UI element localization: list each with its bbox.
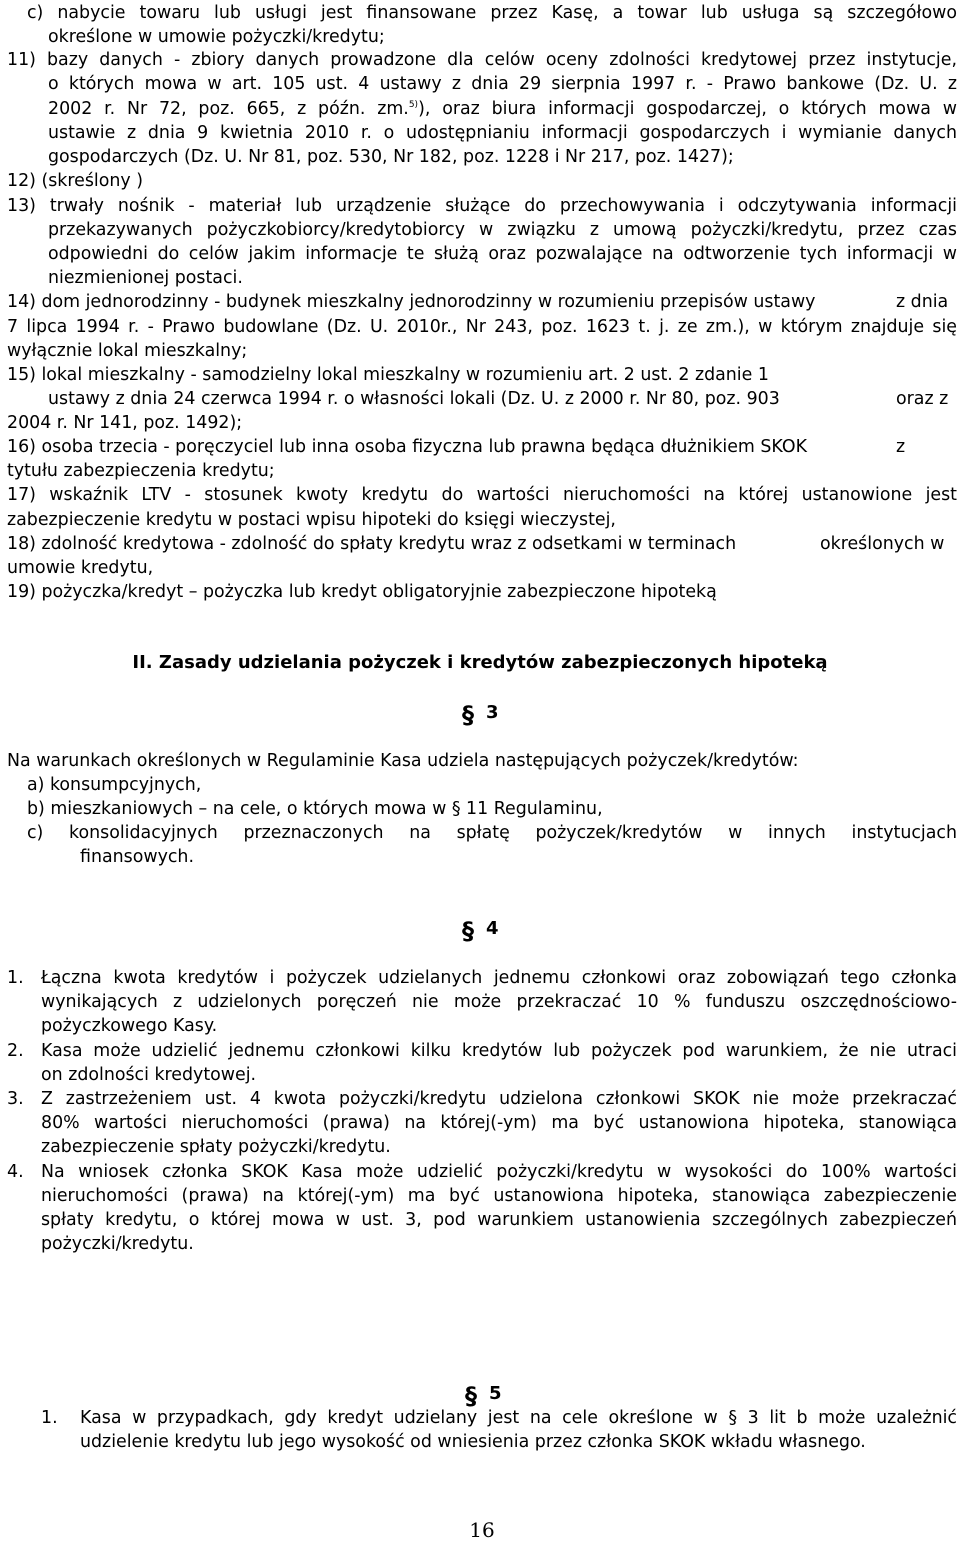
section-4-p3-number: 3. bbox=[7, 1089, 24, 1109]
def-15-line-1: 15) lokal mieszkalny - samodzielny lokal mieszkalny w rozumieniu art. 2 ust. 2 zdanie 1 bbox=[7, 365, 769, 385]
def-14-line-1a: 14) dom jednorodzinny - budynek mieszkalny jednorodzinny w rozumieniu przepisów ustawy bbox=[7, 292, 816, 312]
def-12: 12) (skreślony ) bbox=[7, 171, 143, 191]
chapter-title: II. Zasady udzielania pożyczek i kredytów zabezpieczonych hipoteką bbox=[132, 652, 828, 673]
section-5-p1-line-1: Kasa w przypadkach, gdy kredyt udzielany jest na cele określone w § 3 lit b może uzależnić bbox=[80, 1408, 957, 1428]
def-11-line-2: o których mowa w art. 105 ust. 4 ustawy z dnia 29 sierpnia 1997 r. - Prawo bankowe (Dz. U. z bbox=[48, 74, 957, 94]
section-symbol: § bbox=[462, 701, 474, 729]
section-4-p4-line-1: Na wniosek członka SKOK Kasa może udzielić pożyczki/kredytu w wysokości do 100% wartości bbox=[41, 1162, 957, 1182]
def-14-line-2: 7 lipca 1994 r. - Prawo budowlane (Dz. U. 2010r., Nr 243, poz. 1623 t. j. ze zm.), w którym znajduje się bbox=[7, 317, 957, 337]
def-18-line-1b: określonych w bbox=[820, 534, 945, 554]
section-4-p4-number: 4. bbox=[7, 1162, 24, 1182]
section-5-heading: § 5 bbox=[465, 1382, 502, 1410]
def-15-line-3: 2004 r. Nr 141, poz. 1492); bbox=[7, 413, 243, 433]
def-16-line-1b: z bbox=[896, 437, 906, 457]
section-4-p3-line-1: Z zastrzeżeniem ust. 4 kwota pożyczki/kredytu udzielona członkowi SKOK nie może przekraczać bbox=[41, 1089, 957, 1109]
def-13-line-2: przekazywanych pożyczkobiorcy/kredytobiorcy w związku z umową pożyczki/kredytu, przez czas bbox=[48, 220, 957, 240]
section-4-heading: § 4 bbox=[462, 917, 499, 945]
def-16-line-2: tytułu zabezpieczenia kredytu; bbox=[7, 461, 275, 481]
section-4-p3-line-3: zabezpieczenie spłaty pożyczki/kredytu. bbox=[41, 1137, 391, 1157]
section-3-heading: § 3 bbox=[462, 701, 499, 729]
section-5-p1-number: 1. bbox=[41, 1408, 58, 1428]
def-15-line-2a: ustawy z dnia 24 czerwca 1994 r. o własności lokali (Dz. U. z 2000 r. Nr 80, poz. 903 bbox=[48, 389, 780, 409]
section-4-p4-line-4: pożyczki/kredytu. bbox=[41, 1234, 194, 1254]
def-11-line-4: ustawie z dnia 9 kwietnia 2010 r. o udostępnianiu informacji gospodarczych i wymianie danych bbox=[48, 123, 957, 143]
def-c-line-1: c) nabycie towaru lub usługi jest finansowane przez Kasę, a towar lub usługa są szczegółowo bbox=[27, 3, 957, 23]
section-3-item-b: b) mieszkaniowych – na cele, o których mowa w § 11 Regulaminu, bbox=[27, 799, 603, 819]
def-13-line-1: 13) trwały nośnik - materiał lub urządzenie służące do przechowywania i odczytywania informacji bbox=[7, 196, 957, 216]
def-16-line-1a: 16) osoba trzecia - poręczyciel lub inna osoba fizyczna lub prawna będąca dłużnikiem SKOK bbox=[7, 437, 807, 457]
section-4-p2-line-2: on zdolności kredytowej. bbox=[41, 1065, 257, 1085]
section-3-item-c-line-2: finansowych. bbox=[80, 847, 194, 867]
section-4-p1-line-3: pożyczkowego Kasy. bbox=[41, 1016, 218, 1036]
def-15-line-2b: oraz z bbox=[896, 389, 949, 409]
section-3-item-c-line-1: c) konsolidacyjnych przeznaczonych na spłatę pożyczek/kredytów w innych instytucjach bbox=[27, 823, 957, 843]
def-13-line-3: odpowiedni do celów jakim informacje te służą oraz pozwalające na odtworzenie tych informacji w bbox=[48, 244, 957, 264]
section-4-p2-line-1: Kasa może udzielić jednemu członkowi kilku kredytów lub pożyczek pod warunkiem, że nie utraci bbox=[41, 1041, 957, 1061]
def-19: 19) pożyczka/kredyt – pożyczka lub kredyt obligatoryjnie zabezpieczone hipoteką bbox=[7, 582, 717, 602]
page-number: 16 bbox=[469, 1518, 495, 1542]
section-4-p1-number: 1. bbox=[7, 968, 24, 988]
section-4-p4-line-3: spłaty kredytu, o której mowa w ust. 3, pod warunkiem ustanowienia szczególnych zabezpieczeń bbox=[41, 1210, 957, 1230]
def-17-line-1: 17) wskaźnik LTV - stosunek kwoty kredytu do wartości nieruchomości na której ustanowione jest bbox=[7, 485, 957, 505]
section-symbol: § bbox=[462, 917, 474, 945]
def-18-line-2: umowie kredytu, bbox=[7, 558, 154, 578]
def-18-line-1a: 18) zdolność kredytowa - zdolność do spłaty kredytu wraz z odsetkami w terminach bbox=[7, 534, 737, 554]
section-3-item-a: a) konsumpcyjnych, bbox=[27, 775, 202, 795]
def-11-line-5: gospodarczych (Dz. U. Nr 81, poz. 530, Nr 182, poz. 1228 i Nr 217, poz. 1427); bbox=[48, 147, 734, 167]
section-4-p2-number: 2. bbox=[7, 1041, 24, 1061]
def-c-line-2: określone w umowie pożyczki/kredytu; bbox=[48, 27, 385, 47]
section-4-p4-line-2: nieruchomości (prawa) na której(-ym) ma być ustanowiona hipoteka, stanowiąca zabezpieczenie bbox=[41, 1186, 957, 1206]
section-symbol: § bbox=[465, 1382, 477, 1410]
section-4-p1-line-2: wynikających z udzielonych poręczeń nie może przekraczać 10 % funduszu oszczędnościowo- bbox=[41, 992, 957, 1012]
def-17-line-2: zabezpieczenie kredytu w postaci wpisu hipoteki do księgi wieczystej, bbox=[7, 510, 616, 530]
def-14-line-1b: z dnia bbox=[896, 292, 949, 312]
section-5-p1-line-2: udzielenie kredytu lub jego wysokość od wniesienia przez członka SKOK wkładu własnego. bbox=[80, 1432, 866, 1452]
section-3-intro: Na warunkach określonych w Regulaminie Kasa udziela następujących pożyczek/kredytów: bbox=[7, 751, 799, 771]
def-11-line-1: 11) bazy danych - zbiory danych prowadzone dla celów oceny zdolności kredytowej przez instytucje, bbox=[7, 50, 957, 70]
def-11-line-3: 2002 r. Nr 72, poz. 665, z późn. zm.$^{5)}$), oraz biura informacji gospodarczej, o których mowa w bbox=[48, 99, 957, 119]
section-4-p3-line-2: 80% wartości nieruchomości (prawa) na której(-ym) ma być ustanowiona hipoteka, stanowiąca bbox=[41, 1113, 957, 1133]
def-14-line-3: wyłącznie lokal mieszkalny; bbox=[7, 341, 248, 361]
section-4-p1-line-1: Łączna kwota kredytów i pożyczek udzielanych jednemu członkowi oraz zobowiązań tego członka bbox=[41, 968, 957, 988]
def-13-line-4: niezmienionej postaci. bbox=[48, 268, 243, 288]
